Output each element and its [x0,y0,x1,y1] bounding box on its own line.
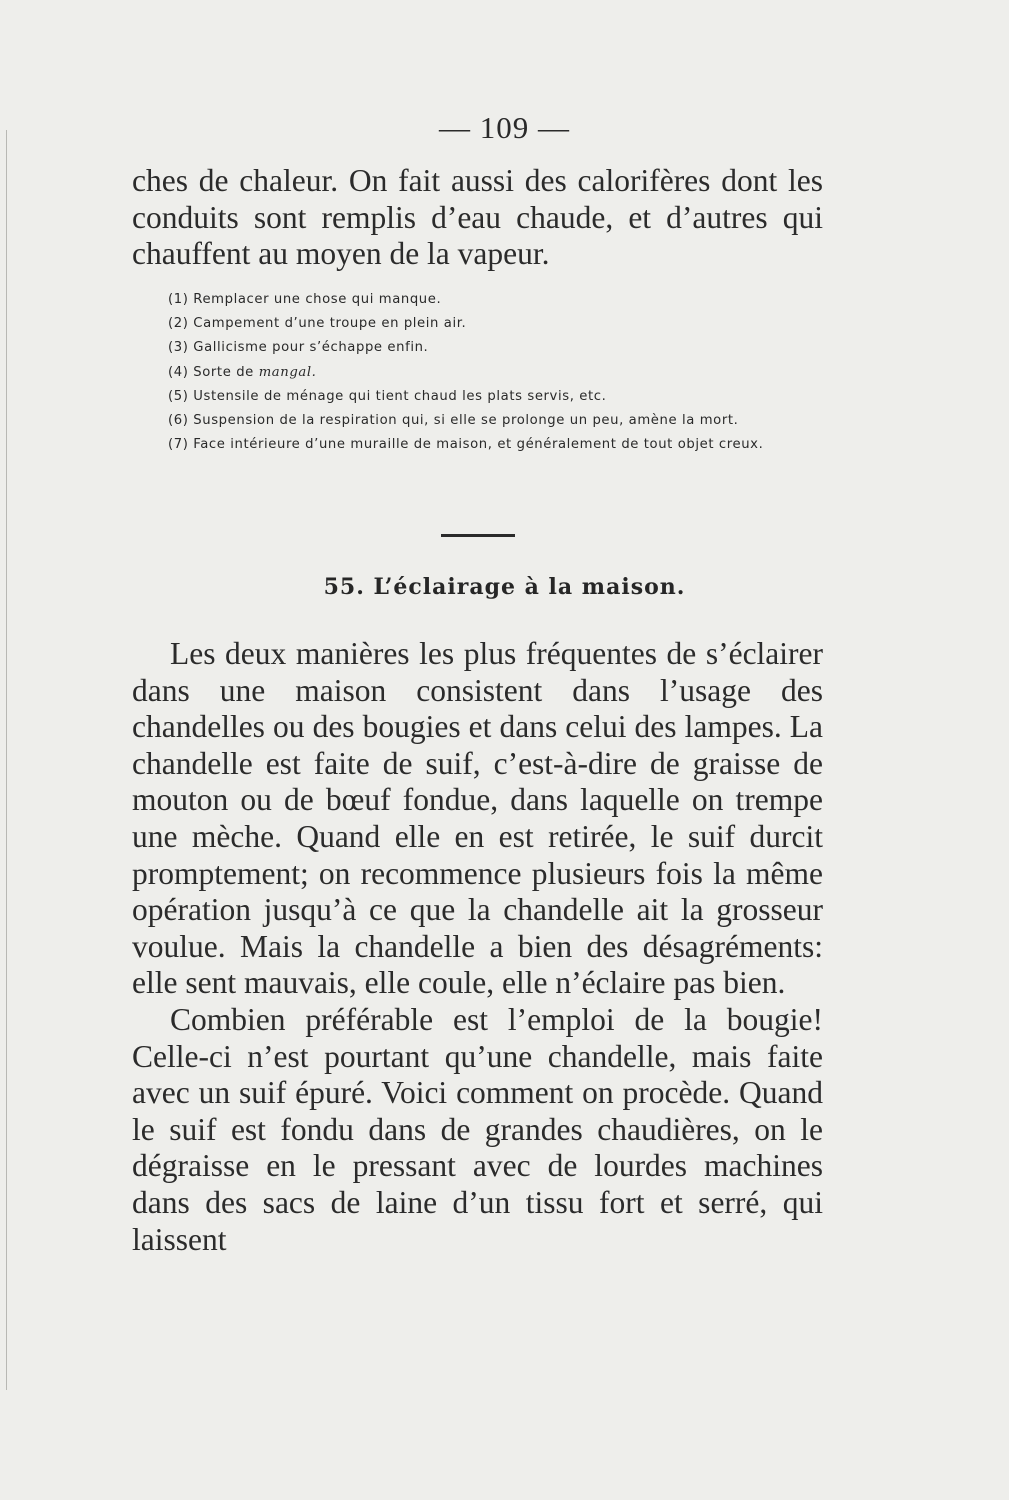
footnote-3: (3) Gallicisme pour s’échappe enfin. [168,340,429,356]
intro-paragraph: ches de chaleur. On fait aussi des calorifères dont les conduits sont remplis d’eau chaude, et d’autres qui chauffent au moyen de la vapeur. [132,163,823,272]
page-edge [6,130,7,1390]
footnotes [132,288,824,457]
footnote-2: (2) Campement d’une troupe en plein air. [168,316,467,332]
footnote-4-prefix: (4) Sorte de [168,364,254,380]
footnote-5: (5) Ustensile de ménage qui tient chaud les plats servis, etc. [168,388,607,404]
section-paragraph-2: Combien préférable est l’emploi de la bougie! Celle-ci n’est pourtant qu’une chandelle, mais faite avec un suif épuré. Voici comment on procède. Quand le suif est fondu dans de grandes chaudières, on le dégraisse en le pressant avec de lourdes machines dans des sacs de laine d’un tissu fort et serré, qui laissent [132,1001,823,1257]
footnote-4 [132,361,824,385]
footnote-7: (7) Face intérieure d’une muraille de maison, et généralement de tout objet creux. [168,437,764,453]
section-paragraph-1: Les deux manières les plus fréquentes de s’éclairer dans une maison consistent dans l’usage des chandelles ou des bougies et dans celui des lampes. La chandelle est faite de suif, c’est-à-dire de graisse de mouton ou de bœuf fondue, dans laquelle on trempe une mèche. Quand elle en est retirée, le suif durcit promptement; on recommence plusieurs fois la même opération jusqu’à ce que la chandelle ait la grosseur voulue. Mais la chandelle a bien des désagréments: elle sent mauvais, elle coule, elle n’éclaire pas bien. [132,636,823,1001]
intro-text [132,163,823,273]
page-number: — 109 — [439,110,570,145]
footnote-6: (6) Suspension de la respiration qui, si elle se prolonge un peu, amène la mort. [168,413,739,429]
section-body [132,636,823,1258]
footnote-4-italic: mangal. [258,364,317,380]
section-title: 55. L’éclairage à la maison. [323,574,686,600]
footnote-1: (1) Remplacer une chose qui manque. [168,292,442,307]
section-divider [441,534,515,537]
